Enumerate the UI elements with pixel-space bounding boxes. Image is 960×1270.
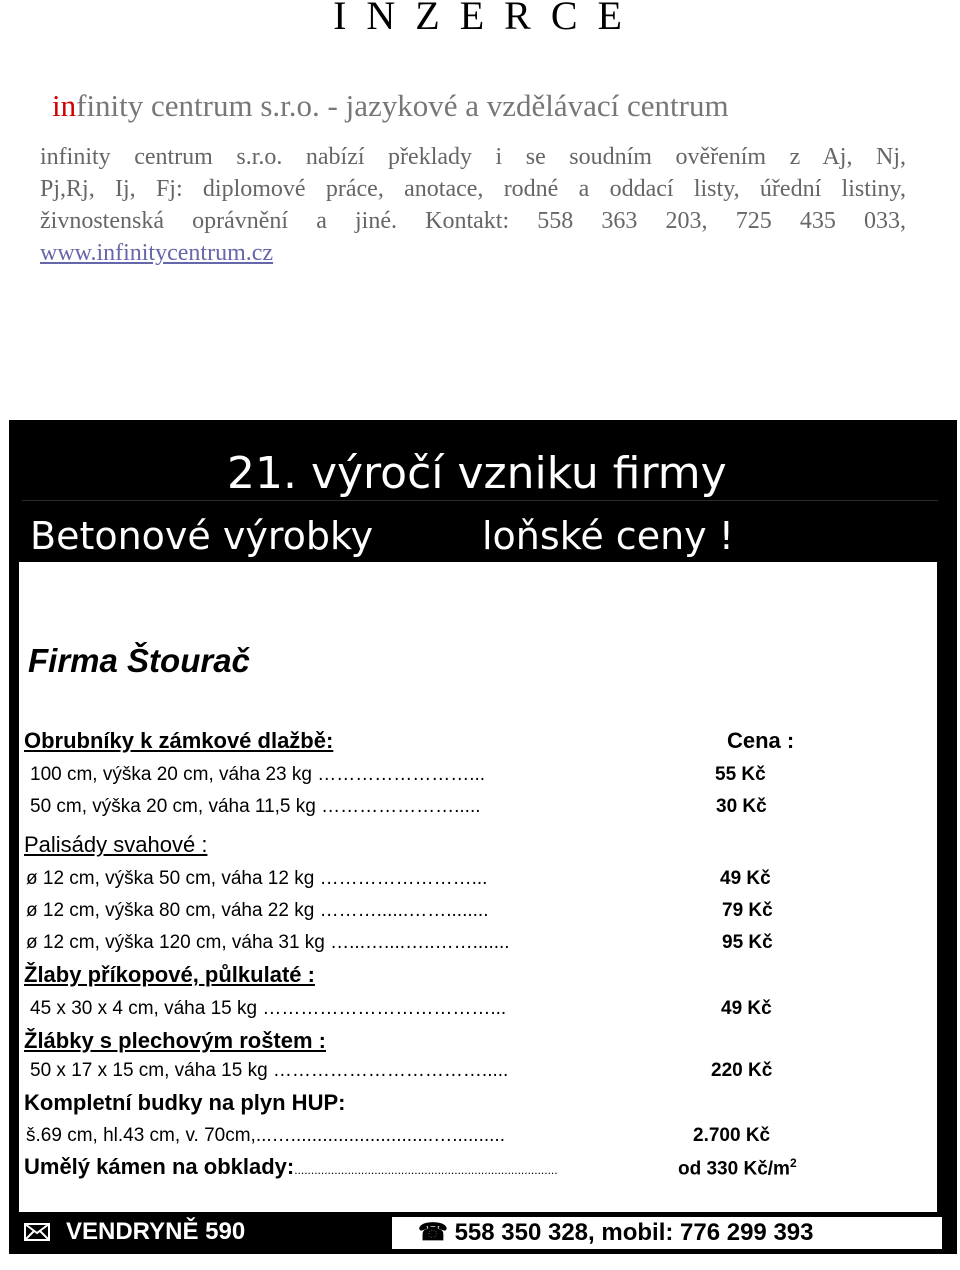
item-price: 55 Kč [715, 764, 766, 785]
list-item: 45 x 30 x 4 cm, váha 15 kg ………………………………... [30, 998, 507, 1019]
item-price [678, 1156, 797, 1180]
phone-text: 558 350 328, mobil: 776 299 393 [454, 1219, 814, 1246]
item-price: 49 Kč [720, 868, 771, 889]
section-title-palisady: Palisády svahové : [24, 832, 208, 857]
company-prefix: in [52, 88, 77, 123]
section-title-obrubniky: Obrubníky k zámkové dlažbě: [24, 728, 334, 753]
kamen-price: od 330 Kč/m [678, 1158, 790, 1180]
page-title: I N Z E R C E [333, 0, 627, 38]
item-price: 30 Kč [716, 796, 767, 817]
company-heading-text: finity centrum s.r.o. - jazykové a vzdělávací centrum [76, 88, 729, 123]
body-line-3: živnostenská oprávnění a jiné. Kontakt: 558 363 203, 725 435 033, [40, 208, 906, 234]
company-heading [52, 88, 729, 124]
list-item: ø 12 cm, výška 50 cm, váha 12 kg ……………………... [26, 868, 488, 889]
envelope-icon [24, 1222, 50, 1242]
website-link[interactable]: www.infinitycentrum.cz [40, 240, 274, 266]
kamen-dots: ............................................................................... [294, 1163, 558, 1177]
firm-name: Firma Štourač [28, 642, 250, 679]
list-item: 50 x 17 x 15 cm, váha 15 kg ……………………………..... [30, 1060, 509, 1081]
list-item: 50 cm, výška 20 cm, váha 11,5 kg …………………..... [30, 796, 481, 817]
kamen-title: Umělý kámen na obklady: [24, 1154, 295, 1179]
section-title-zlaby: Žlaby příkopové, půlkulaté : [24, 962, 315, 987]
kamen-superscript: 2 [789, 1156, 797, 1170]
list-item: 100 cm, výška 20 cm, váha 23 kg ……………………... [30, 764, 486, 785]
anniversary-heading: 21. výročí vzniku firmy [227, 448, 727, 499]
item-price: 79 Kč [722, 900, 773, 921]
body-line-2: Pj,Rj, Ij, Fj: diplomové práce, anotace, rodné a oddací listy, úřední listiny, [40, 176, 906, 202]
list-item: ø 12 cm, výška 80 cm, váha 22 kg ………......……........ [26, 900, 489, 921]
section-title-zlabky: Žlábky s plechovým roštem : [24, 1028, 326, 1053]
section-title-budky: Kompletní budky na plyn HUP: [24, 1090, 346, 1115]
banner-divider [22, 500, 938, 501]
item-price: 49 Kč [721, 998, 772, 1019]
section-title-kamen [24, 1154, 558, 1180]
body-line-1: infinity centrum s.r.o. nabízí překlady i se soudním ověřením z Aj, Nj, [40, 144, 906, 170]
list-item: š.69 cm, hl.43 cm, v. 70cm,...…...........................….......... [26, 1125, 505, 1146]
item-price: 220 Kč [711, 1060, 773, 1081]
banner-left-text: Betonové výrobky [30, 514, 374, 558]
address-text: VENDRYNĚ 590 [66, 1218, 246, 1245]
item-price: 2.700 Kč [693, 1125, 771, 1146]
phone-line [418, 1218, 813, 1247]
list-item: ø 12 cm, výška 120 cm, váha 31 kg …...…....…..……....... [26, 932, 510, 953]
banner-right-text: loňské ceny ! [482, 514, 734, 558]
price-column-header: Cena : [727, 728, 795, 753]
phone-icon: ☎ [418, 1219, 455, 1246]
item-price: 95 Kč [722, 932, 773, 953]
